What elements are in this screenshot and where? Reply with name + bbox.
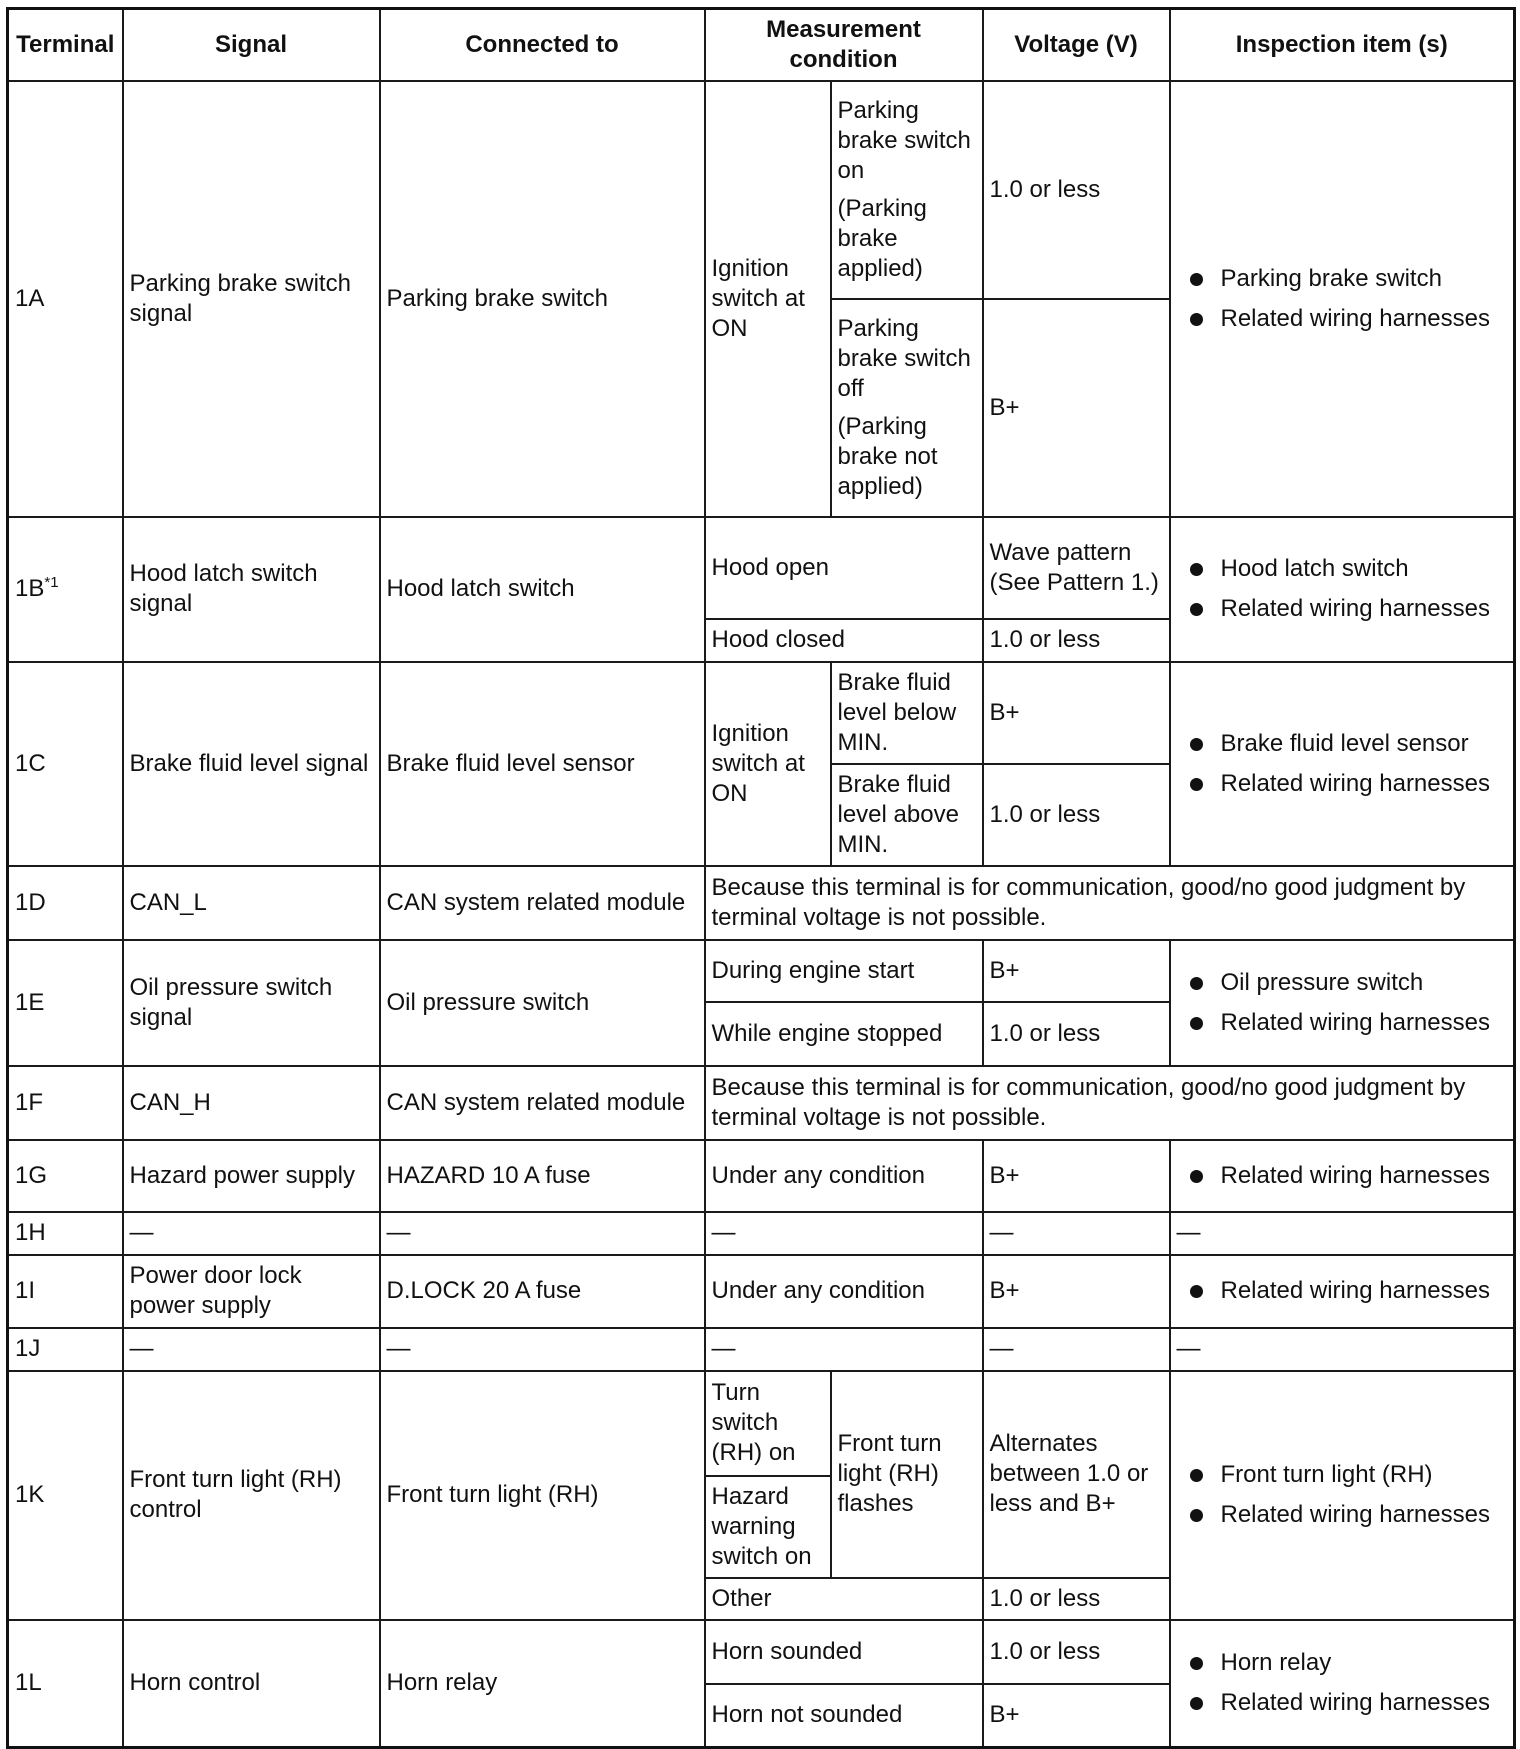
connected-to-cell: Horn relay [380,1620,705,1748]
condition-main-cell: Turn switch (RH) on [705,1371,831,1476]
inspection-item: Parking brake switch [1221,264,1508,294]
signal-cell: — [123,1328,380,1371]
table-wrapper [6,7,1516,1749]
communication-note-cell: Because this terminal is for communication, good/no good judgment by terminal voltage is not possible. [705,866,1515,940]
bullet-icon [1190,778,1203,791]
connected-to-cell: Parking brake switch [380,81,705,517]
terminal-cell: 1E [8,940,123,1066]
table-row [8,517,1515,619]
condition-sub-cell: Front turn light (RH) flashes [831,1371,983,1578]
voltage-cell: 1.0 or less [983,619,1170,662]
signal-cell: CAN_H [123,1066,380,1140]
condition-cell: Other [705,1578,983,1620]
header-terminal: Terminal [8,9,123,81]
connected-to-cell: CAN system related module [380,866,705,940]
signal-cell: Brake fluid level signal [123,662,380,866]
inspection-list [1177,1276,1508,1306]
table-row [8,1255,1515,1328]
signal-cell: — [123,1212,380,1255]
inspection-item: Horn relay [1221,1648,1508,1678]
inspection-item: Hood latch switch [1221,554,1508,584]
condition-cell: — [705,1212,983,1255]
inspection-item: Front turn light (RH) [1221,1460,1508,1490]
signal-cell: Hazard power supply [123,1140,380,1212]
terminal-cell: 1K [8,1371,123,1620]
condition-cell: Under any condition [705,1255,983,1328]
condition-cell: — [705,1328,983,1371]
inspection-item: Related wiring harnesses [1221,1688,1508,1718]
terminal-cell: 1G [8,1140,123,1212]
header-row [8,9,1515,81]
connected-to-cell: Brake fluid level sensor [380,662,705,866]
connected-to-cell: HAZARD 10 A fuse [380,1140,705,1212]
inspection-cell [1170,1140,1515,1212]
terminal-cell: 1L [8,1620,123,1748]
terminal-inspection-table [6,7,1516,1749]
voltage-cell: Alternates between 1.0 or less and B+ [983,1371,1170,1578]
inspection-list [1177,1648,1508,1718]
terminal-cell: 1F [8,1066,123,1140]
inspection-item: Related wiring harnesses [1221,594,1508,624]
condition-cell: Horn sounded [705,1620,983,1684]
voltage-cell: — [983,1328,1170,1371]
voltage-cell: 1.0 or less [983,81,1170,299]
bullet-icon [1190,1017,1203,1030]
terminal-cell: 1D [8,866,123,940]
table-row [8,1620,1515,1684]
table-row [8,1371,1515,1476]
inspection-list [1177,554,1508,624]
condition-sub-cell [831,81,983,299]
voltage-cell: 1.0 or less [983,764,1170,866]
bullet-icon [1190,313,1203,326]
voltage-cell: B+ [983,940,1170,1002]
connected-to-cell: CAN system related module [380,1066,705,1140]
condition-cell: Under any condition [705,1140,983,1212]
inspection-list [1177,968,1508,1038]
signal-cell: Front turn light (RH) control [123,1371,380,1620]
voltage-cell: 1.0 or less [983,1578,1170,1620]
bullet-icon [1190,1509,1203,1522]
inspection-item: Brake fluid level sensor [1221,729,1508,759]
terminal-cell: $1B^{*1}$ [8,517,123,662]
terminal-cell: 1C [8,662,123,866]
voltage-cell: B+ [983,662,1170,764]
bullet-icon [1190,603,1203,616]
voltage-cell: Wave pattern (See Pattern 1.) [983,517,1170,619]
inspection-item: Related wiring harnesses [1221,1008,1508,1038]
inspection-cell [1170,1620,1515,1748]
table-row [8,866,1515,940]
inspection-cell: — [1170,1328,1515,1371]
condition-main-cell: Ignition switch at ON [705,662,831,866]
table-row [8,1140,1515,1212]
header-connected-to: Connected to [380,9,705,81]
condition-sub-cell [831,299,983,517]
inspection-cell [1170,1255,1515,1328]
table-row [8,81,1515,299]
inspection-list [1177,1460,1508,1530]
voltage-cell: B+ [983,299,1170,517]
inspection-item: Related wiring harnesses [1221,304,1508,334]
communication-note-cell: Because this terminal is for communication, good/no good judgment by terminal voltage is not possible. [705,1066,1515,1140]
bullet-icon [1190,738,1203,751]
inspection-item: Related wiring harnesses [1221,769,1508,799]
signal-cell: CAN_L [123,866,380,940]
header-voltage: Voltage (V) [983,9,1170,81]
inspection-list [1177,729,1508,799]
condition-sub-text: Parking brake switch off [837,314,971,402]
condition-sub-cell: Brake fluid level above MIN. [831,764,983,866]
inspection-cell: — [1170,1212,1515,1255]
connected-to-cell: D.LOCK 20 A fuse [380,1255,705,1328]
bullet-icon [1190,1697,1203,1710]
inspection-item: Related wiring harnesses [1221,1161,1508,1191]
connected-to-cell: Oil pressure switch [380,940,705,1066]
header-measurement-condition: Measurement condition [705,9,983,81]
bullet-icon [1190,1657,1203,1670]
voltage-cell: B+ [983,1140,1170,1212]
condition-cell: During engine start [705,940,983,1002]
condition-sub-cell: Brake fluid level below MIN. [831,662,983,764]
terminal-cell: 1A [8,81,123,517]
bullet-icon [1190,1285,1203,1298]
table-row [8,940,1515,1002]
signal-cell: Hood latch switch signal [123,517,380,662]
terminal-cell: 1I [8,1255,123,1328]
inspection-list [1177,1161,1508,1191]
footnote-marker: *1 [44,574,59,591]
bullet-icon [1190,273,1203,286]
condition-sub-note: (Parking brake applied) [837,194,927,282]
inspection-cell [1170,940,1515,1066]
condition-cell: Hood open [705,517,983,619]
terminal-cell: 1J [8,1328,123,1371]
voltage-cell: — [983,1212,1170,1255]
condition-cell: Horn not sounded [705,1684,983,1748]
condition-main-cell: Ignition switch at ON [705,81,831,517]
table-row [8,1328,1515,1371]
header-signal: Signal [123,9,380,81]
condition-cell: While engine stopped [705,1002,983,1066]
connected-to-cell: Front turn light (RH) [380,1371,705,1620]
condition-cell: Hood closed [705,619,983,662]
header-inspection: Inspection item (s) [1170,9,1515,81]
voltage-cell: B+ [983,1684,1170,1748]
condition-sub-text: Parking brake switch on [837,96,971,184]
table-row [8,1212,1515,1255]
inspection-item: Oil pressure switch [1221,968,1508,998]
bullet-icon [1190,563,1203,576]
terminal-cell: 1H [8,1212,123,1255]
signal-cell: Power door lock power supply [123,1255,380,1328]
voltage-cell: 1.0 or less [983,1002,1170,1066]
inspection-cell [1170,662,1515,866]
signal-cell: Horn control [123,1620,380,1748]
inspection-item: Related wiring harnesses [1221,1500,1508,1530]
table-row [8,662,1515,764]
connected-to-cell: — [380,1328,705,1371]
connected-to-cell: Hood latch switch [380,517,705,662]
inspection-cell [1170,81,1515,517]
inspection-cell [1170,1371,1515,1620]
bullet-icon [1190,1170,1203,1183]
inspection-cell [1170,517,1515,662]
condition-sub-note: (Parking brake not applied) [837,412,938,500]
bullet-icon [1190,977,1203,990]
bullet-icon [1190,1469,1203,1482]
signal-cell: Oil pressure switch signal [123,940,380,1066]
connected-to-cell: — [380,1212,705,1255]
inspection-item: Related wiring harnesses [1221,1276,1508,1306]
voltage-cell: B+ [983,1255,1170,1328]
voltage-cell: 1.0 or less [983,1620,1170,1684]
condition-main-cell: Hazard warning switch on [705,1476,831,1578]
signal-cell: Parking brake switch signal [123,81,380,517]
inspection-list [1177,264,1508,334]
table-row [8,1066,1515,1140]
